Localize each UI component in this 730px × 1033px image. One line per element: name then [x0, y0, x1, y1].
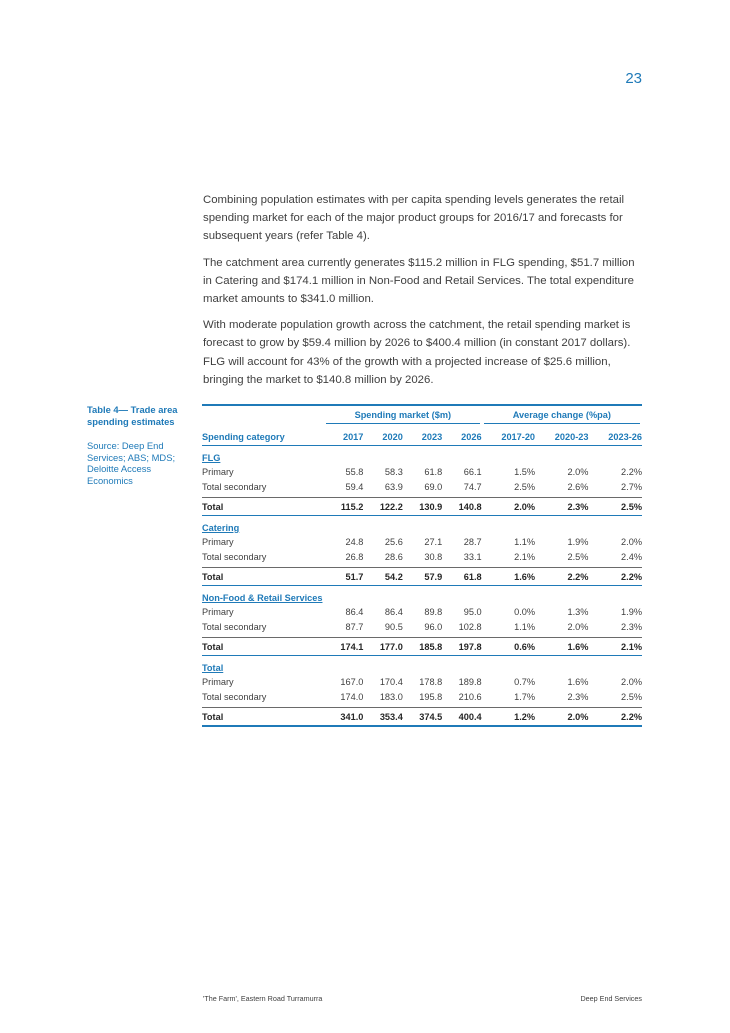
section-title: Non-Food & Retail Services [202, 593, 323, 603]
cell: 24.8 [345, 536, 364, 547]
cell: 61.8 [424, 466, 443, 477]
cell: 1.1% [514, 621, 536, 632]
cell: 55.8 [345, 466, 364, 477]
cell: 167.0 [340, 676, 364, 687]
cell: 87.7 [345, 621, 364, 632]
cell: 2.5% [621, 691, 642, 702]
row-label: Primary [202, 606, 234, 617]
column-header: 2020 [363, 428, 402, 446]
row-label: Total [202, 568, 324, 586]
total-row [202, 708, 642, 727]
cell: 2.2% [621, 466, 642, 477]
section-row [202, 586, 642, 605]
table-row [202, 464, 642, 479]
cell: 130.9 [403, 498, 442, 516]
cell: 122.2 [363, 498, 402, 516]
cell: 400.4 [442, 708, 481, 727]
cell: 174.0 [340, 691, 364, 702]
row-label: Primary [202, 466, 234, 477]
cell: 1.2% [482, 708, 535, 727]
group-header-row [202, 405, 642, 428]
cell: 2.2% [535, 568, 588, 586]
cell: 210.6 [458, 691, 482, 702]
column-header: 2026 [442, 428, 481, 446]
cell: 27.1 [424, 536, 443, 547]
cell: 2.1% [514, 551, 536, 562]
cell: 1.9% [567, 536, 589, 547]
cell: 102.8 [458, 621, 482, 632]
cell: 183.0 [379, 691, 403, 702]
cell: 58.3 [384, 466, 403, 477]
cell: 0.6% [482, 638, 535, 656]
cell: 61.8 [442, 568, 481, 586]
page-number: 23 [625, 70, 642, 87]
cell: 1.9% [621, 606, 642, 617]
cell: 90.5 [384, 621, 403, 632]
cell: 115.2 [324, 498, 363, 516]
row-label: Total [202, 638, 324, 656]
cell: 1.3% [567, 606, 589, 617]
cell: 0.0% [514, 606, 536, 617]
cell: 33.1 [463, 551, 482, 562]
cell: 89.8 [424, 606, 443, 617]
row-label: Total [202, 498, 324, 516]
row-label: Primary [202, 536, 234, 547]
cell: 1.5% [514, 466, 536, 477]
total-row [202, 498, 642, 516]
row-label: Total secondary [202, 481, 267, 492]
column-header: Spending category [202, 428, 324, 446]
table-row [202, 689, 642, 704]
cell: 178.8 [419, 676, 443, 687]
cell: 1.1% [514, 536, 536, 547]
section-row [202, 516, 642, 535]
cell: 1.7% [514, 691, 536, 702]
cell: 170.4 [379, 676, 403, 687]
cell: 185.8 [403, 638, 442, 656]
table-row [202, 674, 642, 689]
cell: 2.5% [514, 481, 536, 492]
cell: 30.8 [424, 551, 443, 562]
table-row [202, 479, 642, 494]
group-header-blank [202, 405, 324, 428]
cell: 374.5 [403, 708, 442, 727]
cell: 2.0% [567, 621, 589, 632]
cell: 74.7 [463, 481, 482, 492]
cell: 2.0% [621, 536, 642, 547]
row-label: Total secondary [202, 551, 267, 562]
cell: 2.5% [588, 498, 642, 516]
cell: 86.4 [345, 606, 364, 617]
footer-right: Deep End Services [580, 994, 642, 1003]
cell: 2.2% [588, 708, 642, 727]
cell: 26.8 [345, 551, 364, 562]
table-row [202, 619, 642, 634]
table-caption [87, 404, 179, 487]
cell: 353.4 [363, 708, 402, 727]
cell: 66.1 [463, 466, 482, 477]
cell: 174.1 [324, 638, 363, 656]
column-header-row [202, 428, 642, 446]
table-row [202, 604, 642, 619]
paragraph: The catchment area currently generates $115.2 million in FLG spending, $51.7 million in Catering and $174.1 million in Non-Food and Retail Services. The total expenditure market amounts to $341.0 million. [203, 256, 635, 306]
row-label: Total [202, 708, 324, 727]
cell: 0.7% [514, 676, 536, 687]
table-row [202, 534, 642, 549]
cell: 59.4 [345, 481, 364, 492]
cell: 2.4% [621, 551, 642, 562]
section-row [202, 446, 642, 465]
table-body [202, 446, 642, 727]
cell: 25.6 [384, 536, 403, 547]
cell: 177.0 [363, 638, 402, 656]
caption-source: Source: Deep End Services; ABS; MDS; Deloitte Access Economics [87, 440, 176, 486]
total-row [202, 568, 642, 586]
cell: 2.3% [567, 691, 589, 702]
cell: 1.6% [535, 638, 588, 656]
intro-text [203, 191, 645, 397]
cell: 2.0% [482, 498, 535, 516]
cell: 57.9 [403, 568, 442, 586]
cell: 2.6% [567, 481, 589, 492]
column-header: 2023-26 [588, 428, 642, 446]
cell: 28.6 [384, 551, 403, 562]
paragraph: With moderate population growth across the catchment, the retail spending market is forecast to grow by $59.4 million by 2026 to $400.4 million (in constant 2017 dollars). FLG will account for 43% of the growth with a projected increase of $25.6 million, bringing the market to $140.8 million by 2026. [203, 319, 631, 386]
cell: 2.3% [535, 498, 588, 516]
cell: 195.8 [419, 691, 443, 702]
paragraph: Combining population estimates with per capita spending levels generates the retail spending market for each of the major product groups for 2016/17 and forecasts for subsequent years (refer Table 4). [203, 194, 625, 243]
cell: 2.7% [621, 481, 642, 492]
cell: 2.3% [621, 621, 642, 632]
row-label: Total secondary [202, 691, 267, 702]
section-title: FLG [202, 453, 221, 463]
cell: 86.4 [384, 606, 403, 617]
cell: 2.0% [567, 466, 589, 477]
cell: 51.7 [324, 568, 363, 586]
total-row [202, 638, 642, 656]
section-title: Catering [202, 523, 240, 533]
column-header: 2023 [403, 428, 442, 446]
cell: 1.6% [567, 676, 589, 687]
cell: 189.8 [458, 676, 482, 687]
column-header: 2017 [324, 428, 363, 446]
row-label: Total secondary [202, 621, 267, 632]
cell: 341.0 [324, 708, 363, 727]
cell: 2.5% [567, 551, 589, 562]
cell: 2.0% [621, 676, 642, 687]
table-row [202, 549, 642, 564]
column-header: 2020-23 [535, 428, 588, 446]
cell: 140.8 [442, 498, 481, 516]
section-title: Total [202, 663, 224, 673]
group-header-spending: Spending market ($m) [324, 405, 482, 428]
group-header-change: Average change (%pa) [482, 405, 642, 428]
cell: 95.0 [463, 606, 482, 617]
cell: 69.0 [424, 481, 443, 492]
column-header: 2017-20 [482, 428, 535, 446]
spending-table [202, 404, 642, 727]
footer-left: 'The Farm', Eastern Road Turramurra [203, 994, 323, 1003]
cell: 63.9 [384, 481, 403, 492]
cell: 96.0 [424, 621, 443, 632]
caption-title: Table 4— Trade area spending estimates [87, 404, 178, 427]
cell: 28.7 [463, 536, 482, 547]
section-row [202, 656, 642, 675]
cell: 2.2% [588, 568, 642, 586]
cell: 54.2 [363, 568, 402, 586]
row-label: Primary [202, 676, 234, 687]
cell: 197.8 [442, 638, 481, 656]
cell: 1.6% [482, 568, 535, 586]
cell: 2.0% [535, 708, 588, 727]
cell: 2.1% [588, 638, 642, 656]
